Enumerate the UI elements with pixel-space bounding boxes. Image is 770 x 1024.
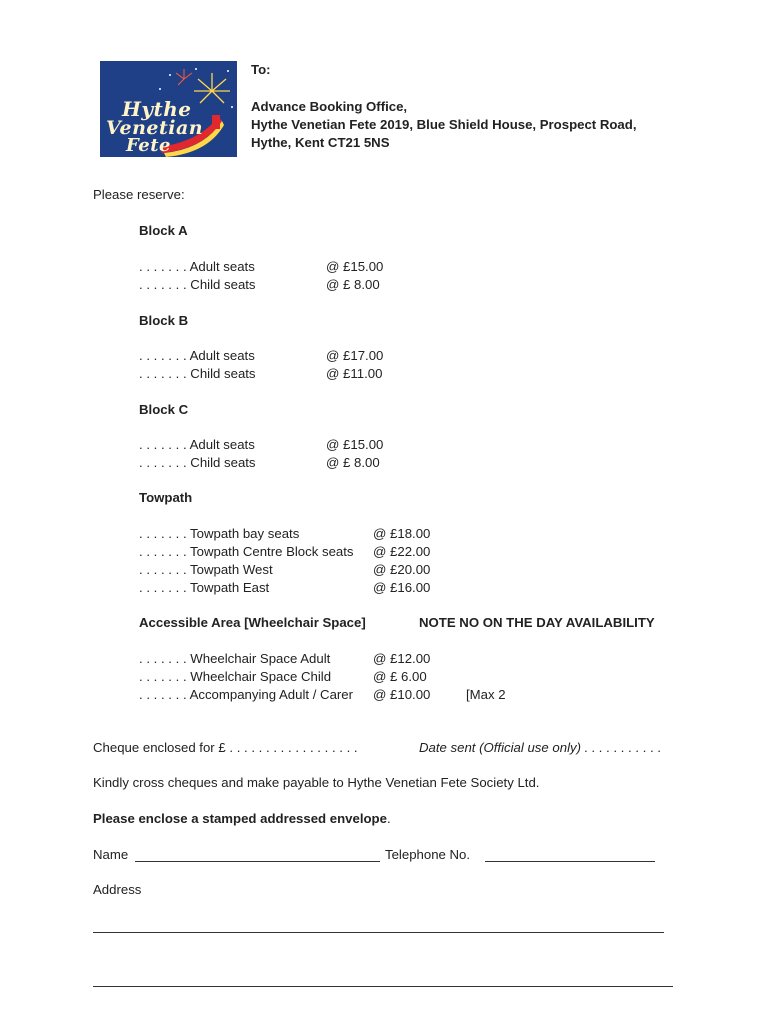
towpath-bay-price: @ £18.00 [373, 526, 431, 541]
block-a-title: Block A [139, 223, 188, 238]
logo-text-fete: Fete [126, 135, 172, 156]
block-a-child-label: . . . . . . . Child seats [139, 277, 256, 292]
address-line-1: Advance Booking Office, [251, 99, 408, 114]
carer-price: @ £10.00 [373, 687, 431, 702]
payable-instructions: Kindly cross cheques and make payable to Hythe Venetian Fete Society Ltd. [93, 775, 540, 790]
sae-text: Please enclose a stamped addressed envelope [93, 811, 387, 826]
name-label: Name [93, 847, 129, 862]
towpath-bay-label: . . . . . . . Towpath bay seats [139, 526, 300, 541]
block-a-adult-label: . . . . . . . Adult seats [139, 259, 255, 274]
availability-note: NOTE NO ON THE DAY AVAILABILITY [419, 615, 655, 630]
address-line-2: Hythe Venetian Fete 2019, Blue Shield House, Prospect Road, [251, 117, 637, 132]
towpath-centre-label: . . . . . . . Towpath Centre Block seats [139, 544, 354, 559]
telephone-input-line[interactable] [485, 861, 655, 862]
date-sent-official-field: Date sent (Official use only) . . . . . . . . . . . [419, 740, 662, 755]
to-label: To: [251, 62, 271, 77]
block-b-child-label: . . . . . . . Child seats [139, 366, 256, 381]
name-input-line[interactable] [135, 861, 380, 862]
address-input-line-2[interactable] [93, 986, 673, 987]
wheelchair-adult-price: @ £12.00 [373, 651, 431, 666]
please-reserve-label: Please reserve: [93, 187, 185, 202]
towpath-west-price: @ £20.00 [373, 562, 431, 577]
block-c-child-price: @ £ 8.00 [326, 455, 380, 470]
towpath-west-label: . . . . . . . Towpath West [139, 562, 273, 577]
wheelchair-child-label: . . . . . . . Wheelchair Space Child [139, 669, 332, 684]
wheelchair-child-price: @ £ 6.00 [373, 669, 427, 684]
block-b-adult-label: . . . . . . . Adult seats [139, 348, 255, 363]
logo-text-venetian: Venetian [106, 117, 204, 139]
telephone-label: Telephone No. [385, 847, 471, 862]
block-a-child-price: @ £ 8.00 [326, 277, 380, 292]
address-label: Address [93, 882, 142, 897]
logo-text-hythe: Hythe [122, 97, 192, 121]
towpath-title: Towpath [139, 490, 193, 505]
block-c-adult-price: @ £15.00 [326, 437, 384, 452]
towpath-centre-price: @ £22.00 [373, 544, 431, 559]
hythe-venetian-fete-logo [100, 61, 237, 157]
block-b-title: Block B [139, 313, 189, 328]
block-c-adult-label: . . . . . . . Adult seats [139, 437, 255, 452]
block-a-adult-price: @ £15.00 [326, 259, 384, 274]
towpath-east-price: @ £16.00 [373, 580, 431, 595]
sae-suffix: . [386, 811, 391, 826]
carer-max-note: [Max 2 [466, 687, 506, 702]
sae-note [93, 811, 391, 826]
cheque-enclosed-field[interactable]: Cheque enclosed for £ . . . . . . . . . . . . . . . . . . [93, 740, 358, 755]
carer-label: . . . . . . . Accompanying Adult / Carer [139, 687, 354, 702]
towpath-east-label: . . . . . . . Towpath East [139, 580, 270, 595]
accessible-area-title: Accessible Area [Wheelchair Space] [139, 615, 366, 630]
block-c-title: Block C [139, 402, 189, 417]
block-b-child-price: @ £11.00 [326, 366, 383, 381]
address-input-line-1[interactable] [93, 932, 664, 933]
block-c-child-label: . . . . . . . Child seats [139, 455, 256, 470]
block-b-adult-price: @ £17.00 [326, 348, 384, 363]
address-line-3: Hythe, Kent CT21 5NS [251, 135, 390, 150]
wheelchair-adult-label: . . . . . . . Wheelchair Space Adult [139, 651, 331, 666]
